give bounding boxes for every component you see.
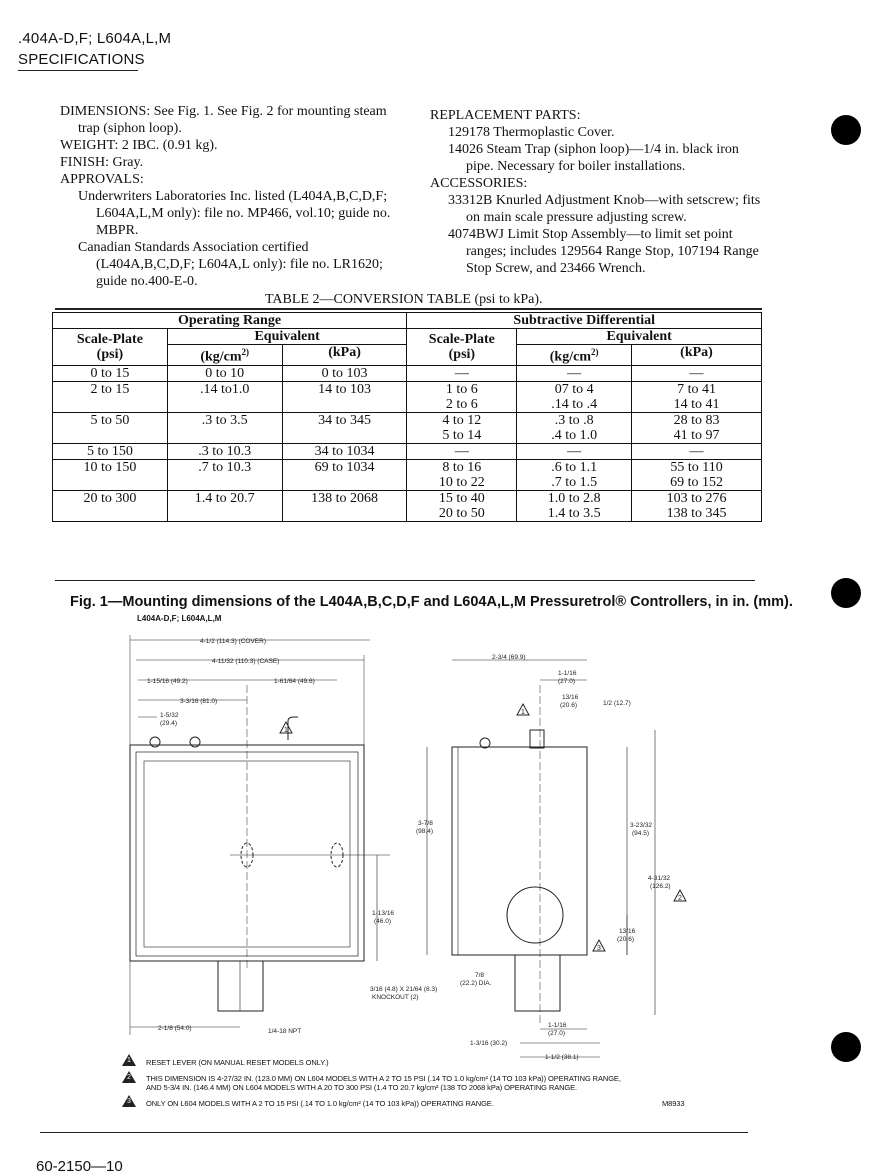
dim-r-1316: 13/16	[562, 694, 579, 701]
dim-d4b: (29.4)	[160, 720, 177, 727]
spec-csa: Canadian Standards Association certified (L404A,B,C,D,F; L604A,L only): file no. LR1620; guide no.400-E-0.	[78, 240, 383, 289]
dim-r-78: 7/8	[475, 972, 485, 979]
note1-number-right: 1	[521, 709, 525, 716]
figure-title: Fig. 1—Mounting dimensions of the L404A,B,C,D,F and L604A,L,M Pressuretrol® Controllers, in in. (mm).	[70, 594, 793, 610]
op-kpa-header: (kPa)	[282, 345, 407, 366]
dim-r-top: 2-3/4 (69.9)	[492, 654, 526, 661]
table-caption: TABLE 2—CONVERSION TABLE (psi to kPa).	[265, 292, 543, 307]
note3-number: 3	[597, 945, 601, 952]
op-equivalent-header: Equivalent	[167, 329, 407, 345]
dim-d4: 1-5/32	[160, 712, 179, 719]
table-row	[53, 490, 762, 521]
specs-right	[430, 107, 765, 277]
dim-d5b: (46.0)	[374, 918, 391, 925]
note1-number-left: 1	[284, 727, 288, 734]
table-cell-sd-kpa: 28 to 83 41 to 97	[632, 412, 762, 443]
table-cell-op-psi: 5 to 150	[53, 443, 168, 459]
dim-r-13-16b: (20.6)	[617, 936, 634, 943]
table-cell-sd-psi: —	[407, 443, 517, 459]
table-cell-sd-kg: —	[517, 443, 632, 459]
table-cell-sd-psi: 8 to 16 10 to 22	[407, 459, 517, 490]
table-cell-sd-psi: 1 to 6 2 to 6	[407, 381, 517, 412]
dim-r-1316b: (20.6)	[560, 702, 577, 709]
note-2-text2: AND 5-3/4 IN. (146.4 MM) ON L604 MODELS WITH A 20 TO 300 PSI (1.4 TO 20.7 kg/cm² (138 TO 2068 kPa) OPERATING RANGE.	[146, 1083, 578, 1092]
dim-r-78b: (22.2) DIA.	[460, 980, 492, 987]
table-row	[53, 443, 762, 459]
sd-scale-plate-label: Scale-Plate	[428, 331, 495, 347]
figure-subtitle: L404A-D,F; L604A,L,M	[137, 614, 222, 623]
table-cell-sd-kpa: —	[632, 365, 762, 381]
table-cell-op-psi: 10 to 150	[53, 459, 168, 490]
table-cell-sd-kpa: 55 to 110 69 to 152	[632, 459, 762, 490]
dim-d5: 1-13/16	[372, 910, 395, 917]
note-2	[122, 1071, 722, 1095]
page-number: 60-2150—10	[36, 1158, 123, 1175]
note-2-num: 2	[127, 1074, 131, 1081]
figure-code: M8933	[662, 1099, 685, 1108]
note2-number: 2	[678, 895, 682, 902]
spec-ul: Underwriters Laboratories Inc. listed (L404A,B,C,D,F; L604A,L,M only): file no. MP466, vol.10; guide no. MBPR.	[78, 189, 391, 238]
figure-notes	[122, 1054, 722, 1112]
knockout-circle	[507, 887, 563, 943]
note-1	[122, 1054, 722, 1071]
sd-kgcm-label: (kg/cm	[549, 349, 591, 365]
table-cell-op-psi: 5 to 50	[53, 412, 168, 443]
subtractive-header: Subtractive Differential	[407, 313, 762, 329]
table-cell-sd-kg: 1.0 to 2.8 1.4 to 3.5	[517, 490, 632, 521]
dim-r-43132b: (126.2)	[650, 883, 671, 890]
mounting-drawing	[100, 625, 682, 1065]
table-cell-op-kpa: 14 to 103	[282, 381, 407, 412]
table-cell-op-kpa: 138 to 2068	[282, 490, 407, 521]
table-cell-op-kpa: 69 to 1034	[282, 459, 407, 490]
sd-kpa-header: (kPa)	[632, 345, 762, 366]
dim-d2: 1-61/64 (49.6)	[274, 678, 315, 685]
dim-r-12: 1/2 (12.7)	[603, 700, 631, 707]
specs-left	[60, 103, 400, 290]
table-cell-op-kg: .3 to 10.3	[167, 443, 282, 459]
dim-knockout2: KNOCKOUT (2)	[372, 994, 419, 1001]
dim-r-112: 1-1/2 (38.1)	[545, 1054, 579, 1061]
spec-finish: FINISH: Gray.	[60, 155, 144, 170]
pressure-fitting	[218, 961, 263, 1011]
table-cell-op-kg: .7 to 10.3	[167, 459, 282, 490]
table-cell-op-kg: .3 to 3.5	[167, 412, 282, 443]
table-cell-sd-kpa: 103 to 276 138 to 345	[632, 490, 762, 521]
table-cell-sd-psi: —	[407, 365, 517, 381]
spec-limit-stop: 4074BWJ Limit Stop Assembly—to limit set point ranges; includes 129564 Range Stop, 107194 Range Stop Screw, and 23466 Wrench.	[448, 227, 759, 276]
dim-knockout: 3/16 (4.8) X 21/64 (8.3)	[370, 986, 438, 993]
dim-d3: 3-3/16 (81.0)	[180, 698, 218, 705]
table-row	[53, 412, 762, 443]
sd-equivalent-header: Equivalent	[517, 329, 762, 345]
dim-bottom1: 2-1/8 (54.0)	[158, 1025, 192, 1032]
dim-r-32332b: (94.5)	[632, 830, 649, 837]
spec-steam-trap: 14026 Steam Trap (siphon loop)—1/4 in. black iron pipe. Necessary for boiler installations.	[448, 142, 739, 174]
spec-approvals: APPROVALS:	[60, 172, 144, 187]
dim-d1: 1-15/16 (49.2)	[147, 678, 188, 685]
dim-r-b1116b: (27.0)	[548, 1030, 565, 1037]
table-row	[53, 365, 762, 381]
header-rule	[18, 70, 138, 71]
punch-hole	[831, 1032, 861, 1062]
dim-npt: 1/4-18 NPT	[268, 1028, 302, 1035]
dim-r-1116b: (27.0)	[558, 678, 575, 685]
op-kgcm-header	[167, 345, 282, 366]
punch-hole	[831, 578, 861, 608]
table-cell-sd-psi: 15 to 40 20 to 50	[407, 490, 517, 521]
op-scale-plate-label: Scale-Plate	[76, 331, 143, 347]
dim-r-378b: (98.4)	[416, 828, 433, 835]
table-cell-op-kpa: 34 to 345	[282, 412, 407, 443]
table-cell-sd-kg: 07 to 4 .14 to .4	[517, 381, 632, 412]
table-row	[53, 459, 762, 490]
dim-cover: 4-1/2 (114.3) (COVER)	[200, 638, 266, 645]
table-top-rule	[55, 308, 762, 310]
conversion-table	[52, 312, 762, 522]
section-title: SPECIFICATIONS	[18, 51, 145, 68]
dim-r-378: 3-7/8	[418, 820, 433, 827]
punch-hole	[831, 115, 861, 145]
side-reset-lever	[530, 730, 544, 748]
table-row	[53, 381, 762, 412]
op-scale-plate-header	[53, 329, 168, 366]
table-cell-sd-kpa: 7 to 41 14 to 41	[632, 381, 762, 412]
footer-rule	[40, 1132, 748, 1133]
sd-kgcm-header	[517, 345, 632, 366]
spec-dimensions: DIMENSIONS: See Fig. 1. See Fig. 2 for mounting steam trap (siphon loop).	[60, 104, 387, 136]
table-cell-op-psi: 20 to 300	[53, 490, 168, 521]
note-1-num: 1	[127, 1057, 131, 1064]
sd-kgcm-sup: 2)	[590, 347, 599, 357]
dim-r-32332: 3-23/32	[630, 822, 653, 829]
table-cell-op-kpa: 34 to 1034	[282, 443, 407, 459]
side-case-outline	[452, 747, 587, 955]
op-kgcm-label: (kg/cm	[200, 349, 242, 365]
dim-r-b1116: 1-1/16	[548, 1022, 567, 1029]
note-2-text: THIS DIMENSION IS 4-27/32 IN. (123.0 MM) ON L604 MODELS WITH A 2 TO 15 PSI (.14 TO 1.0 kg/cm² (14 TO 103 kPa)) OPERATING RANGE,	[146, 1074, 621, 1083]
op-psi-label: (psi)	[96, 346, 124, 362]
dim-r-13-16: 13/16	[619, 928, 636, 935]
spec-cover: 129178 Thermoplastic Cover.	[448, 125, 615, 140]
dim-r-1316mm: 1-3/16 (30.2)	[470, 1040, 508, 1047]
table-cell-op-kg: .14 to1.0	[167, 381, 282, 412]
table-cell-sd-kpa: —	[632, 443, 762, 459]
table-cell-sd-kg: .3 to .8 .4 to 1.0	[517, 412, 632, 443]
note-3-num: 3	[127, 1098, 131, 1105]
table-cell-op-kg: 1.4 to 20.7	[167, 490, 282, 521]
table-cell-sd-kg: .6 to 1.1 .7 to 1.5	[517, 459, 632, 490]
sd-psi-label: (psi)	[448, 346, 476, 362]
dim-r-1116: 1-1/16	[558, 670, 577, 677]
sd-scale-plate-header	[407, 329, 517, 366]
note-1-text: RESET LEVER (ON MANUAL RESET MODELS ONLY.)	[146, 1058, 329, 1067]
table-cell-op-psi: 2 to 15	[53, 381, 168, 412]
spec-accessories: ACCESSORIES:	[430, 176, 528, 191]
model-line: .404A-D,F; L604A,L,M	[18, 30, 172, 47]
table-cell-op-kpa: 0 to 103	[282, 365, 407, 381]
spec-knob: 33312B Knurled Adjustment Knob—with setscrew; fits on main scale pressure adjusting screw.	[448, 193, 761, 225]
figure-top-rule	[55, 580, 755, 581]
side-fitting	[515, 955, 560, 1011]
dim-r-43132: 4-31/32	[648, 875, 671, 882]
table-cell-op-kg: 0 to 10	[167, 365, 282, 381]
spec-weight: WEIGHT: 2 IBC. (0.91 kg).	[60, 138, 218, 153]
table-cell-sd-kg: —	[517, 365, 632, 381]
note-3-text: ONLY ON L604 MODELS WITH A 2 TO 15 PSI (.14 TO 1.0 kg/cm² (14 TO 103 kPa)) OPERATING RANGE.	[146, 1099, 494, 1108]
dim-case: 4-11/32 (110.3) (CASE)	[212, 658, 280, 665]
op-kgcm-sup: 2)	[241, 347, 250, 357]
spec-replacement: REPLACEMENT PARTS:	[430, 108, 581, 123]
table-cell-op-psi: 0 to 15	[53, 365, 168, 381]
operating-range-header: Operating Range	[53, 313, 407, 329]
note-3	[122, 1095, 722, 1112]
table-cell-sd-psi: 4 to 12 5 to 14	[407, 412, 517, 443]
